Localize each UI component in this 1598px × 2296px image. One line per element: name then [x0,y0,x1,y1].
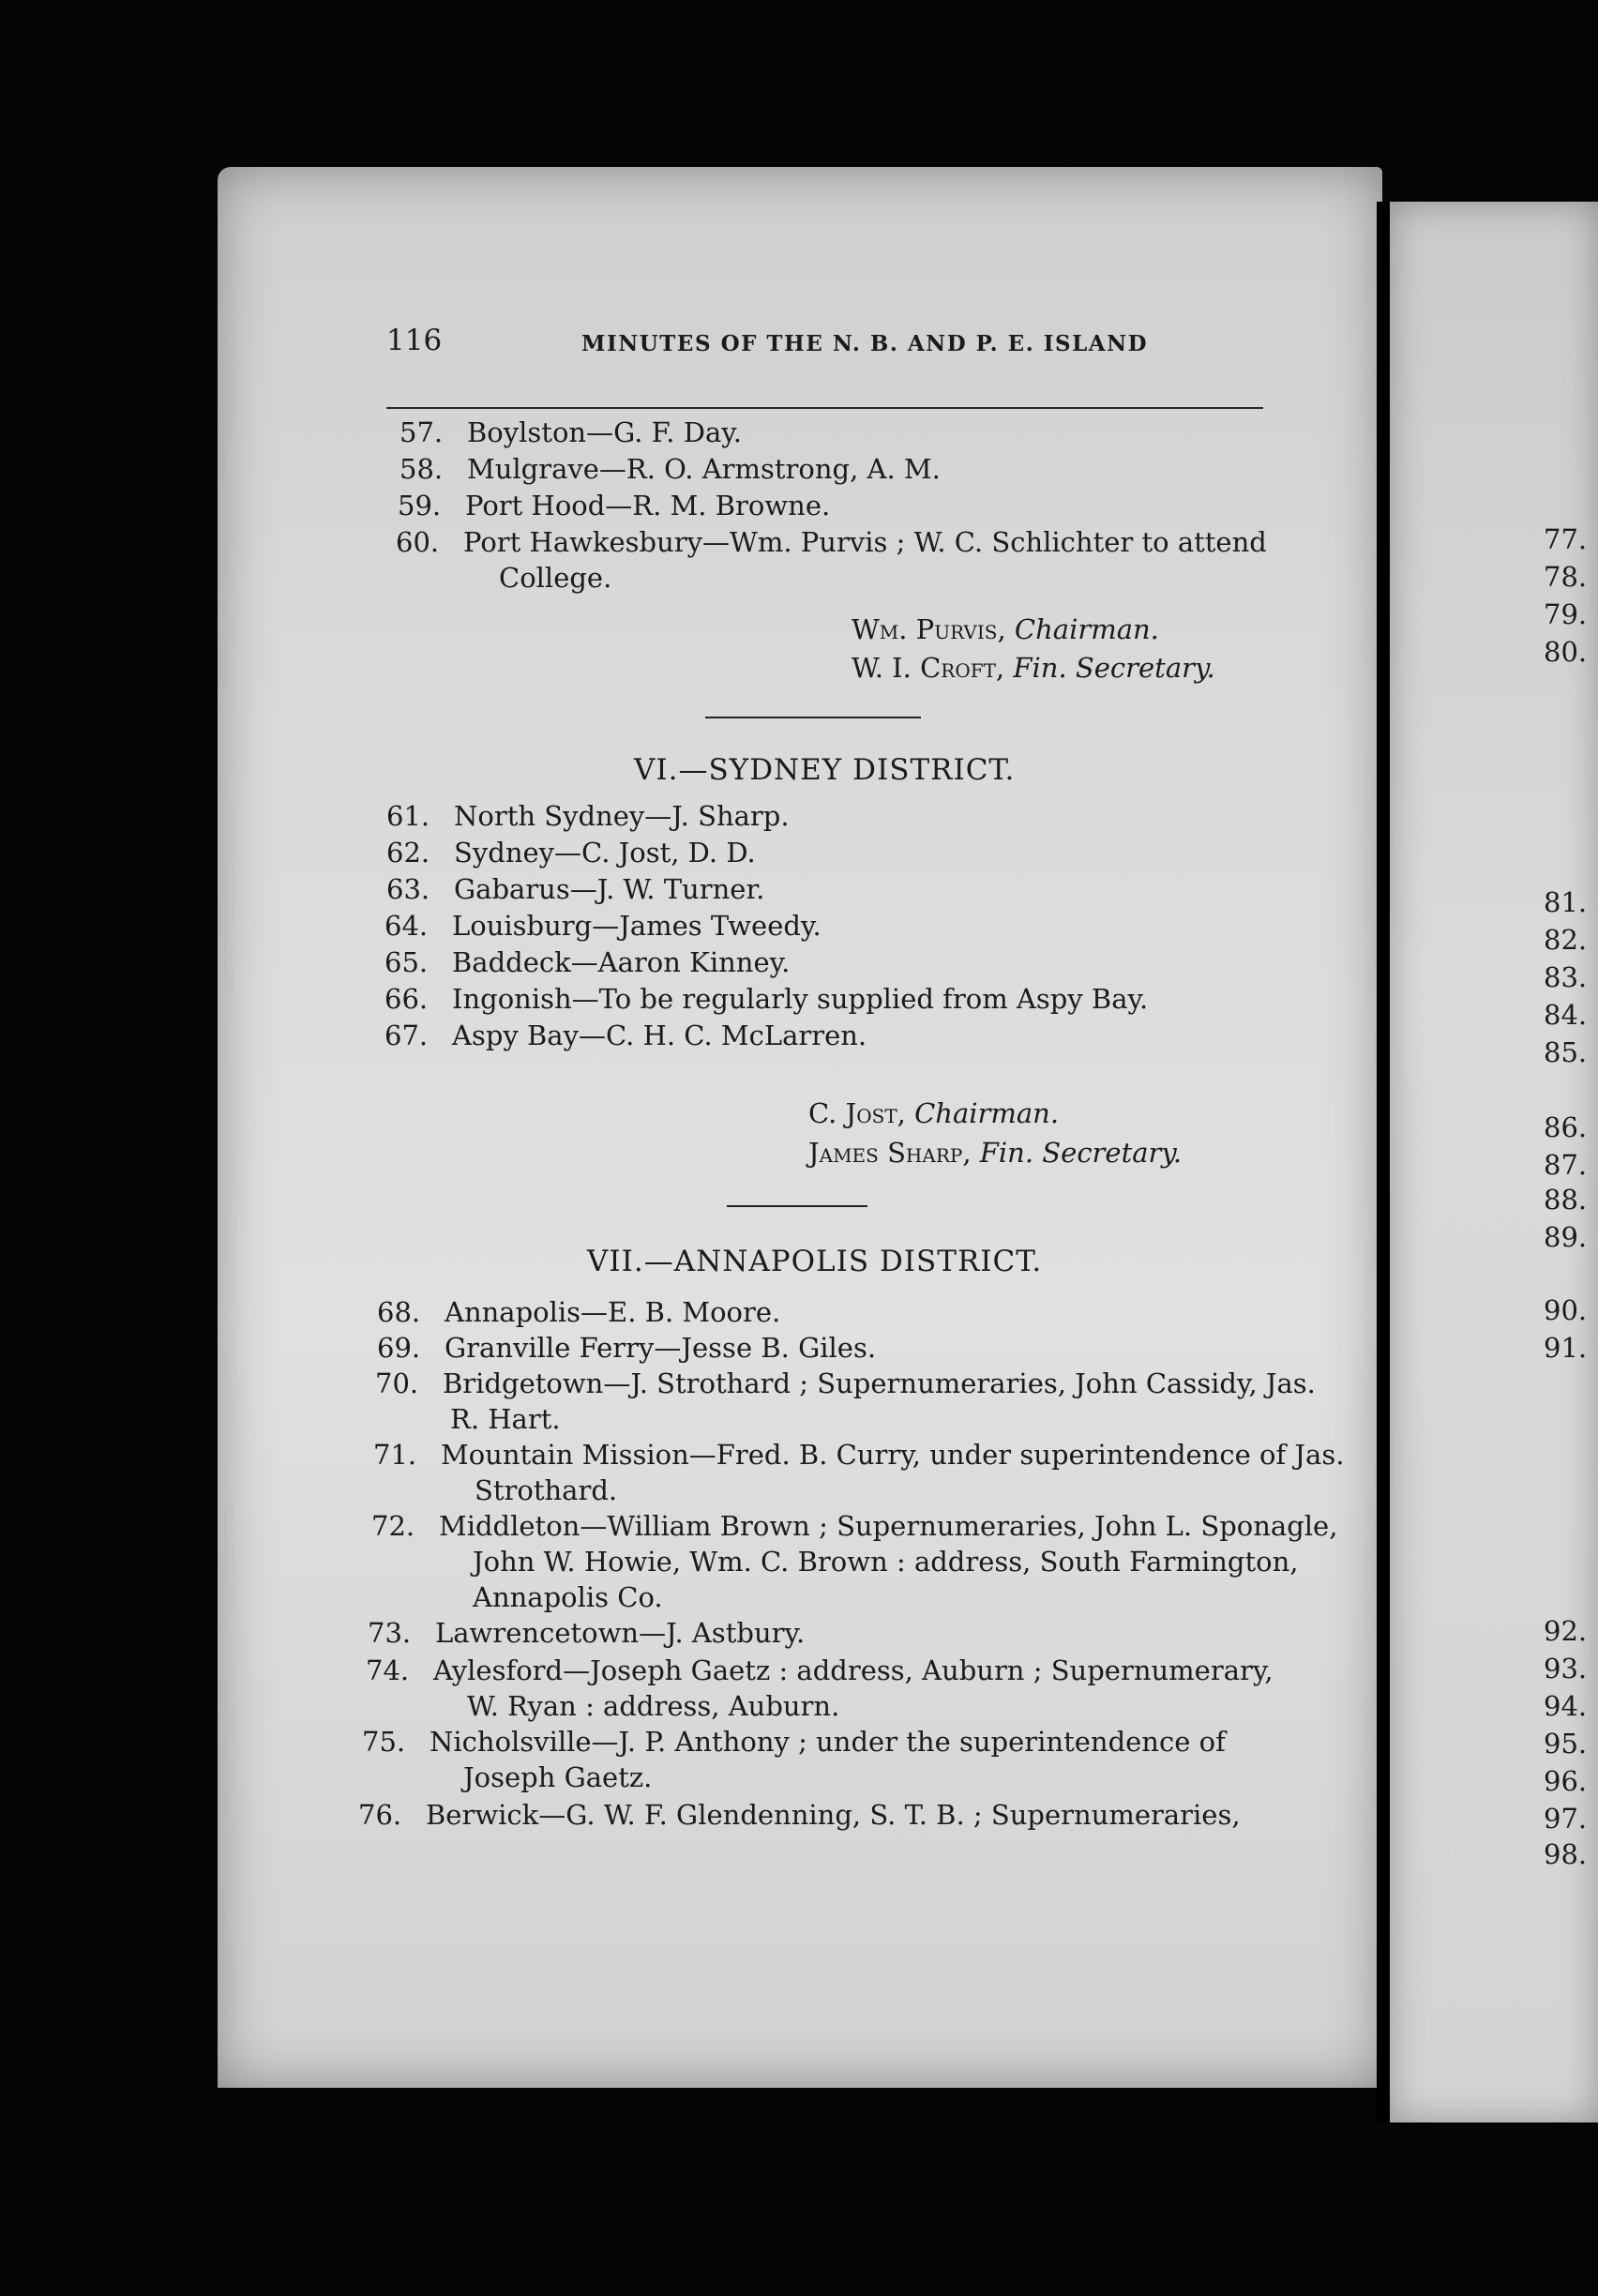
right-page-number: 96. [1544,1765,1588,1797]
right-page-number: 89. [1544,1221,1588,1253]
district-title: VII.—ANNAPOLIS DISTRICT. [587,1245,1043,1278]
right-page-number: 98. [1544,1838,1588,1870]
right-page-number: 97. [1544,1803,1588,1835]
page-number: 116 [386,324,443,357]
right-page-number: 78. [1544,561,1588,593]
right-page-number: 86. [1544,1111,1588,1143]
section-divider [705,717,921,718]
running-title: MINUTES OF THE N. B. AND P. E. ISLAND [581,331,1149,356]
right-page-number: 83. [1544,961,1588,993]
right-page-number: 81. [1544,886,1588,918]
right-page-number: 77. [1544,523,1588,555]
right-page-number: 91. [1544,1332,1588,1364]
right-page-number: 82. [1544,924,1588,956]
right-page-number: 79. [1544,598,1588,630]
right-page-number: 93. [1544,1653,1588,1684]
header-rule [386,407,1263,409]
chairman-signature: Wm. Purvis, Chairman. [852,613,1159,645]
right-page-number: 87. [1544,1149,1588,1181]
secretary-signature: W. I. Croft, Fin. Secretary. [852,652,1215,684]
right-page-number: 85. [1544,1036,1588,1068]
right-page-number: 90. [1544,1294,1588,1326]
district-title: VI.—SYDNEY DISTRICT. [634,753,1016,787]
page-header [386,324,1268,370]
section-divider [727,1205,867,1207]
right-page-number: 95. [1544,1728,1588,1760]
right-page-number: 84. [1544,999,1588,1031]
right-page-number: 88. [1544,1184,1588,1216]
right-page-number: 80. [1544,636,1588,668]
page-gutter [1377,202,1390,2122]
chairman-signature: C. Jost, Chairman. [808,1097,1060,1129]
right-page-number: 94. [1544,1690,1588,1722]
secretary-signature: James Sharp, Fin. Secretary. [808,1137,1183,1169]
right-page-number: 92. [1544,1615,1588,1647]
